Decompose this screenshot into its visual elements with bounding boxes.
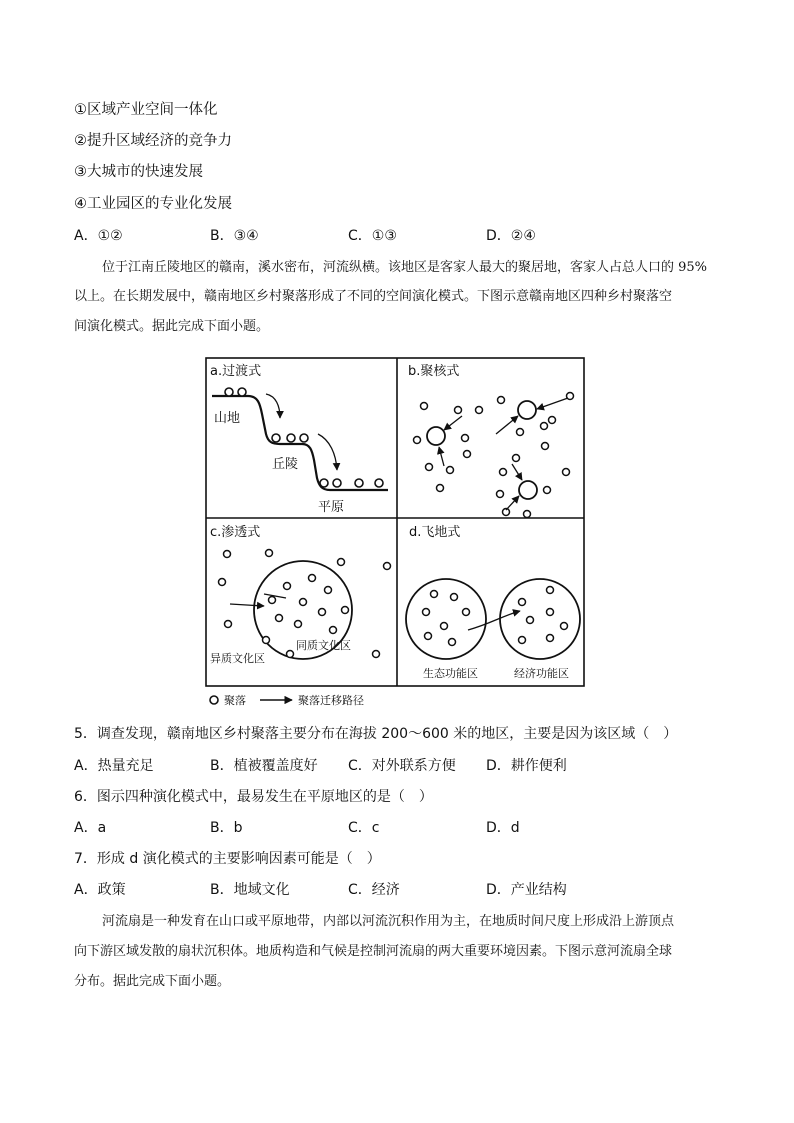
prev-item-3: ③大城市的快速发展 [74,164,203,180]
settlement-dot [561,623,568,630]
legend-settlement-label: 聚落 [224,694,246,707]
migration-arrow [512,464,522,480]
settlement-dot [421,403,428,410]
settlement-dot [455,407,462,414]
label-hills: 丘陵 [272,457,299,472]
settlement-dot [300,434,308,442]
q5-stem: 5．调查发现，赣南地区乡村聚落主要分布在海拔 200～600 米的地区，主要是因为该区域（ ） [74,726,678,742]
settlement-dot [325,587,332,594]
settlement-dot [476,407,483,414]
panel-c [210,524,391,665]
settlement-dot [519,637,526,644]
settlement-dot [547,609,554,616]
panel-c-title: c.渗透式 [210,525,261,540]
core-settlement [519,481,537,499]
settlement-dot [414,437,421,444]
settlement-dot [563,469,570,476]
settlement-dot [463,609,470,616]
settlement-dot [300,599,307,606]
settlement-dot [338,559,345,566]
migration-arrow [444,416,462,430]
migration-arrow [506,496,519,510]
settlement-dot [284,583,291,590]
q6-option-d: D．d [486,820,520,836]
settlement-dot [266,550,273,557]
migration-arrow [496,416,518,434]
settlement-dot [500,469,507,476]
settlement-dot [263,637,270,644]
settlement-dot [431,591,438,598]
settlement-dot [441,623,448,630]
migration-arrow [318,434,337,470]
settlement-dot [547,635,554,642]
settlement-dot [342,607,349,614]
panel-a [210,363,388,515]
settlement-dot [219,579,226,586]
prev-option-a: A．①② [74,228,123,244]
settlement-dot [425,633,432,640]
settlement-dot [225,388,233,396]
settlement-dot [269,597,276,604]
settlement-dot [437,485,444,492]
core-settlement [427,427,445,445]
migration-arrow [537,398,568,409]
q6-option-b: B．b [210,820,243,836]
settlement-dot [517,429,524,436]
settlement-dot [238,388,246,396]
label-ecological-zone: 生态功能区 [423,667,478,680]
q7-option-d: D．产业结构 [486,882,567,898]
q6-stem: 6．图示四种演化模式中，最易发生在平原地区的是（ ） [74,789,433,805]
settlement-dot [513,455,520,462]
settlement-dot [375,479,383,487]
passage1-line-3: 间演化模式。据此完成下面小题。 [74,319,270,334]
figure-legend [210,693,364,707]
settlement-dot [544,487,551,494]
settlement-dot [524,511,531,518]
settlement-dot [287,651,294,658]
settlement-dot [319,609,326,616]
settlement-dot [384,563,391,570]
settlement-dot [549,417,556,424]
settlement-dot [449,639,456,646]
settlement-dot [295,621,302,628]
settlement-dot [320,479,328,487]
panel-a-title: a.过渡式 [210,364,262,379]
legend-path-label: 聚落迁移路径 [298,694,364,707]
panel-d-title: d.飞地式 [409,525,461,540]
settlement-dot [309,575,316,582]
panel-b-title: b.聚核式 [408,364,460,379]
passage2-line-3: 分布。据此完成下面小题。 [74,974,231,989]
label-homogeneous-zone: 同质文化区 [296,639,351,652]
migration-arrow [266,394,280,418]
q5-option-c: C．对外联系方便 [348,758,456,774]
settlement-dot [272,434,280,442]
settlement-dot [497,491,504,498]
q7-option-b: B．地域文化 [210,882,290,898]
q7-option-c: C．经济 [348,882,400,898]
settlement-dot [519,599,526,606]
q7-stem: 7．形成 d 演化模式的主要影响因素可能是（ ） [74,851,381,867]
legend-settlement-symbol [210,696,218,704]
q6-option-c: C．c [348,820,380,836]
settlement-dot [373,651,380,658]
q5-option-b: B．植被覆盖度好 [210,758,318,774]
q6-option-a: A．a [74,820,107,836]
settlement-dot [426,464,433,471]
label-economic-zone: 经济功能区 [514,667,569,680]
settlement-dot [287,434,295,442]
settlement-dot [451,594,458,601]
prev-item-1: ①区域产业空间一体化 [74,102,218,118]
settlement-dot [542,443,549,450]
settlement-dot [276,615,283,622]
q5-option-d: D．耕作便利 [486,758,567,774]
settlement-dot [447,467,454,474]
settlement-evolution-figure [200,354,600,710]
settlement-dot [462,435,469,442]
settlement-dot [333,479,341,487]
settlement-dot [423,609,430,616]
prev-option-d: D．②④ [486,228,536,244]
passage1-line-2: 以上。在长期发展中，赣南地区乡村聚落形成了不同的空间演化模式。下图示意赣南地区四种乡村聚落空 [74,289,673,304]
settlement-dot [498,397,505,404]
settlement-dot [224,551,231,558]
panel-b [408,363,574,518]
prev-option-b: B．③④ [210,228,259,244]
passage2-line-1: 河流扇是一种发育在山口或平原地带，内部以河流沉积作用为主，在地质时间尺度上形成沿上游顶点 [102,914,675,929]
panel-d [406,524,580,680]
settlement-dot [330,627,337,634]
prev-item-4: ④工业园区的专业化发展 [74,196,232,212]
settlement-dot [547,587,554,594]
settlement-dot [541,423,548,430]
economic-zone [500,579,580,659]
settlement-dot [355,479,363,487]
settlement-dot [527,617,534,624]
passage1-line-1: 位于江南丘陵地区的赣南，溪水密布，河流纵横。该地区是客家人最大的聚居地，客家人占总人口的 95% [102,260,708,275]
prev-item-2: ②提升区域经济的竞争力 [74,133,232,149]
ecological-zone [406,579,486,659]
core-settlement [518,401,536,419]
label-plain: 平原 [318,500,345,515]
q7-option-a: A．政策 [74,882,126,898]
passage2-line-2: 向下游区域发散的扇状沉积体。地质构造和气候是控制河流扇的两大重要环境因素。下图示意河流扇全球 [74,944,673,959]
q5-option-a: A．热量充足 [74,758,154,774]
prev-option-c: C．①③ [348,228,397,244]
label-mountain: 山地 [214,411,241,426]
settlement-dot [225,621,232,628]
label-heterogeneous-zone: 异质文化区 [210,652,265,665]
settlement-dot [464,451,471,458]
migration-arrow [439,447,444,466]
